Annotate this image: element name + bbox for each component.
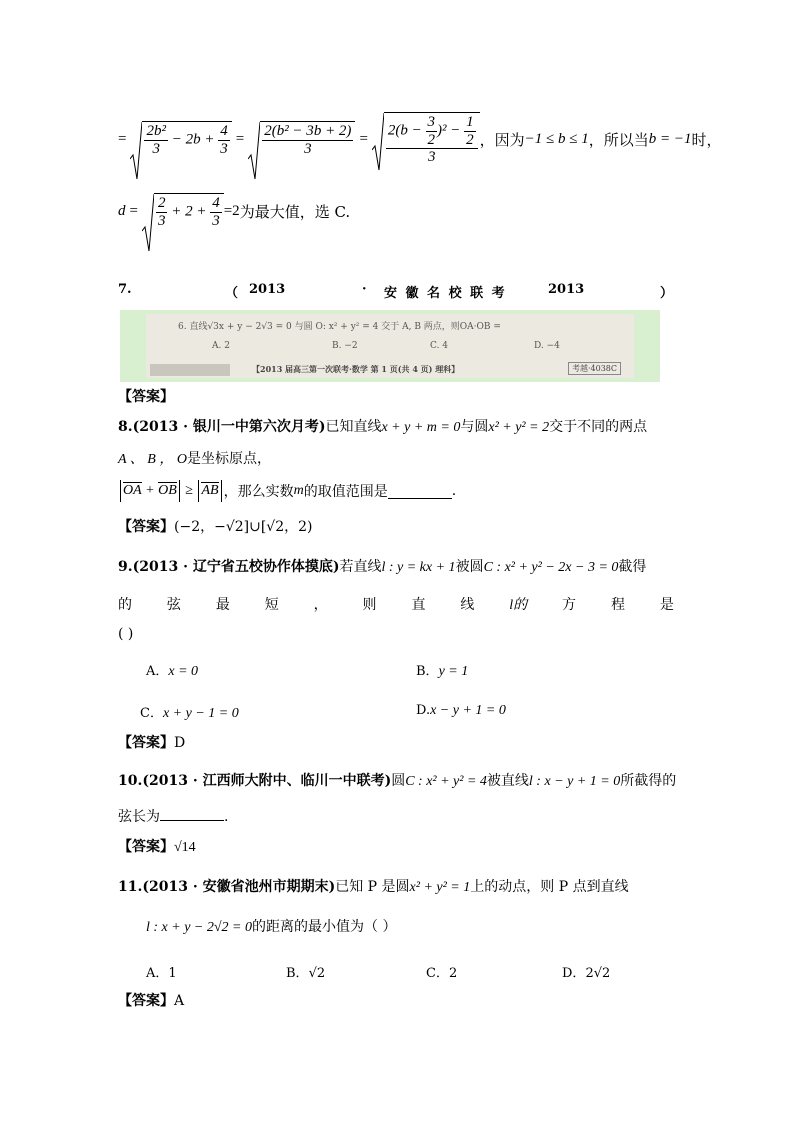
q7-answer-label: 【答案】 bbox=[118, 389, 174, 405]
q10-answer-blank bbox=[160, 806, 224, 821]
q7-paren-close: ） bbox=[660, 286, 674, 301]
q9-option-a: A．x = 0 bbox=[146, 664, 199, 679]
q7-header bbox=[118, 282, 674, 301]
q9-option-d: D.x − y + 1 = 0 bbox=[416, 703, 506, 718]
q7-image-smudge bbox=[150, 364, 230, 376]
q8-answer-blank bbox=[388, 484, 452, 499]
q7-dot: · bbox=[362, 282, 367, 297]
q9-source: (2013 · 辽宁省五校协作体摸底) bbox=[132, 559, 340, 575]
sqrt-3: 2(b − $\frac{3}{2}$ )² − $\frac{1}{2}$ 3 bbox=[372, 112, 480, 166]
q7-year2: 2013 bbox=[548, 282, 585, 297]
q9-answer: 【答案】D bbox=[118, 735, 186, 751]
q7-image-option-c: C. 4 bbox=[430, 341, 449, 351]
q8-line-3: OA + OB ≥ AB ，那么实数 m 的取值范围是 . bbox=[118, 480, 456, 502]
q7-paren-open: （ bbox=[225, 286, 239, 301]
q7-image-option-b: B. −2 bbox=[332, 341, 358, 351]
text-time: 时， bbox=[691, 130, 722, 149]
q7-source: 安 徽 名 校 联 考 bbox=[384, 286, 507, 301]
q9-circle-eq: C : x² + y² − 2x − 3 = 0 bbox=[483, 560, 619, 575]
q11-source: (2013 · 安徽省池州市期期末) bbox=[142, 879, 336, 895]
radical-sign bbox=[248, 121, 260, 181]
q10-source: (2013 · 江西师大附中、临川一中联考) bbox=[142, 773, 392, 789]
q11-number: 11. bbox=[118, 879, 143, 895]
q8-answer: 【答案】(−2，−√2]∪[√2，2) bbox=[118, 519, 313, 535]
q9-paren: ( ) bbox=[118, 626, 134, 642]
q11-option-c: C．2 bbox=[426, 966, 458, 981]
radical-sign bbox=[372, 112, 384, 172]
q8-line-2: A 、 B ， O是坐标原点， bbox=[118, 451, 271, 467]
q8-vector-inequality: OA + OB ≥ AB bbox=[118, 480, 224, 502]
q11-answer: 【答案】A bbox=[118, 993, 185, 1009]
q11-circle-eq: x² + y² = 1 bbox=[409, 880, 471, 895]
condition-b: −1 ≤ b ≤ 1 bbox=[524, 130, 589, 147]
q9-answer-value: D bbox=[174, 735, 186, 751]
q8-line-1: 8.(2013 · 银川一中第六次月考)已知直线x + y + m = 0与圆x² + y² = 2交于不同的两点 bbox=[118, 419, 648, 435]
text-because: ，因为 bbox=[479, 130, 525, 149]
q10-circle-eq: C : x² + y² = 4 bbox=[405, 774, 487, 789]
q8-number: 8. bbox=[118, 419, 133, 435]
sqrt-1: $\frac{\text{2b²}}{3}$ − 2b + $\frac{4}{3}$ bbox=[130, 121, 231, 157]
q8-line-eq: x + y + m = 0 bbox=[381, 420, 461, 435]
q7-image-footer: 【2013 届高三第一次联考·数学 第 1 页(共 4 页) 理科】 bbox=[252, 364, 460, 374]
q10-answer: 【答案】√14 bbox=[118, 839, 196, 855]
sqrt-4: $\frac{2}{3}$ + 2 + $\frac{4}{3}$ bbox=[142, 193, 224, 229]
q7-answer bbox=[118, 386, 174, 406]
q11-answer-value: A bbox=[174, 993, 185, 1009]
text-so-when: ，所以当 bbox=[588, 130, 649, 149]
q9-line-2: 的 弦 最 短 ， 则 直 线 l的 方 程 是 bbox=[118, 597, 674, 613]
q8-circle-eq: x² + y² = 2 bbox=[488, 420, 550, 435]
q10-answer-value: √14 bbox=[174, 840, 196, 855]
radical-sign bbox=[142, 193, 154, 253]
q8-source: (2013 · 银川一中第六次月考) bbox=[132, 419, 326, 435]
q9-line-eq: l : y = kx + 1 bbox=[381, 560, 456, 575]
q11-line-eq: l : x + y − 2√2 = 0 bbox=[146, 920, 253, 935]
q10-line-2: 弦长为 . bbox=[118, 806, 228, 826]
q11-line-1: 11.(2013 · 安徽省池州市期期末)已知 P 是圆x² + y² = 1上的动点，则 P 点到直线 bbox=[118, 879, 629, 895]
q9-line-1: 9.(2013 · 辽宁省五校协作体摸底)若直线l : y = kx + 1被圆C : x² + y² − 2x − 3 = 0截得 bbox=[118, 559, 647, 575]
q9-option-b: B．y = 1 bbox=[416, 664, 469, 679]
q10-line-eq: l : x − y + 1 = 0 bbox=[528, 774, 621, 789]
sqrt-2: $\frac{\text{2(b² − 3b + 2)}}{3}$ bbox=[248, 121, 355, 157]
q11-line-2: l : x + y − 2√2 = 0的距离的最小值为（ ） bbox=[146, 919, 397, 935]
q11-option-b: B．√2 bbox=[286, 966, 326, 981]
q7-image-option-a: A. 2 bbox=[212, 341, 230, 351]
q10-line-1: 10.(2013 · 江西师大附中、临川一中联考)圆C : x² + y² = 4被直线l : x − y + 1 = 0所截得的 bbox=[118, 773, 677, 789]
q8-answer-value: (−2，−√2]∪[√2，2) bbox=[174, 519, 313, 535]
q11-option-a: A．1 bbox=[146, 966, 177, 981]
q9-number: 9. bbox=[118, 559, 133, 575]
radical-sign bbox=[130, 121, 142, 181]
q7-number: 7. bbox=[118, 282, 132, 297]
q7-image-question: 6. 直线√3x + y − 2√3 = 0 与圆 O: x² + y² = 4 交于 A, B 两点，则OA·OB = bbox=[178, 322, 501, 332]
text-max-value: 为最大值，选 C. bbox=[239, 202, 351, 221]
q11-option-d: D．2√2 bbox=[562, 966, 611, 981]
formula-line-1: = $\frac{\text{2b²}}{3}$ − 2b + $\frac{4}{3}$ = $\frac{\text{2(b² − 3b + 2)}}{3}$ = 2(b − $\frac{3}{2}$ )² − $\frac{1}{2}$ 3 ，因为 −1 ≤ b ≤ 1 ，所以当 b = −1 时， bbox=[118, 104, 722, 174]
q7-image-option-d: D. −4 bbox=[534, 341, 560, 351]
b-value: b = −1 bbox=[648, 130, 692, 147]
q9-option-c: C．x + y − 1 = 0 bbox=[140, 706, 239, 721]
q7-scanned-image bbox=[120, 310, 660, 382]
q7-year: 2013 bbox=[249, 282, 286, 297]
formula-line-2: d = $\frac{2}{3}$ + 2 + $\frac{4}{3}$ =2 为最大值，选 C. bbox=[118, 188, 350, 234]
q10-number: 10. bbox=[118, 773, 143, 789]
q7-image-code: 考越·4038C bbox=[568, 362, 621, 375]
